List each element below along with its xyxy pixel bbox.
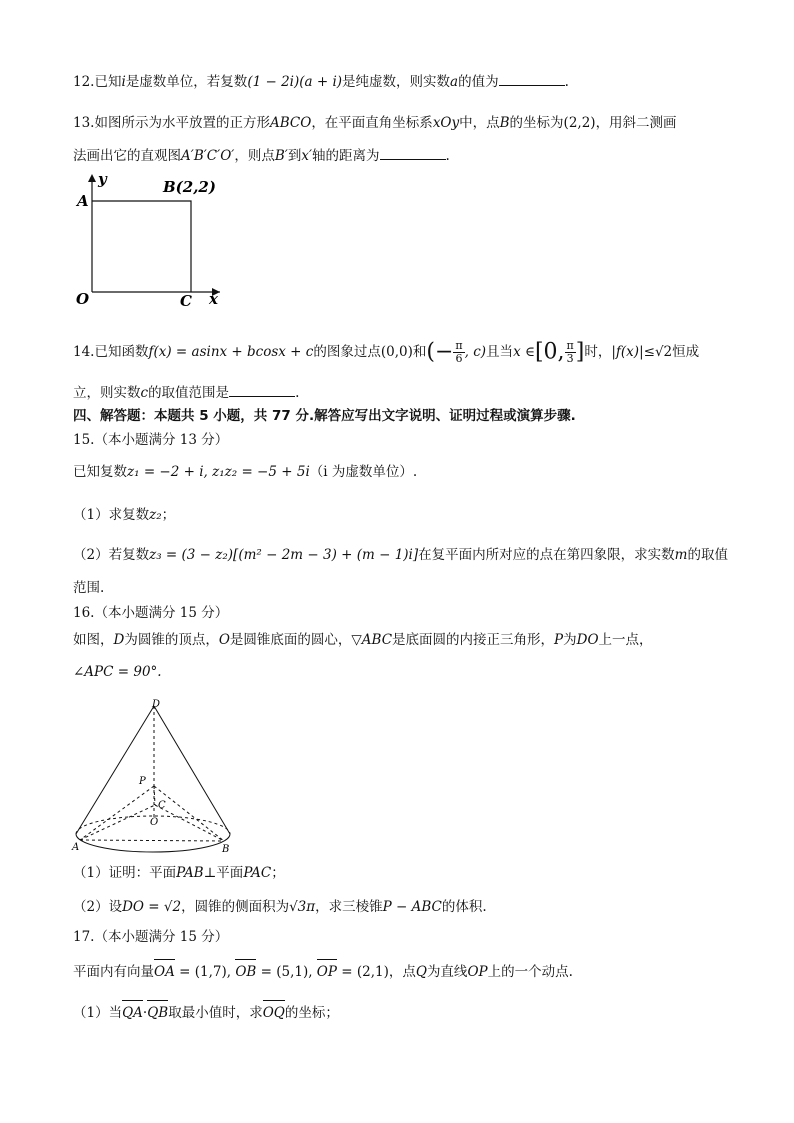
math: D (113, 632, 125, 648)
math: B (499, 115, 510, 131)
q15-head: 15.（本小题满分 13 分） (73, 432, 229, 448)
text: 取最小值时，求 (168, 1005, 263, 1021)
q13-line1 (73, 113, 677, 133)
label-A: A (72, 842, 80, 853)
text: 是底面圆的内接正三角形， (392, 632, 555, 648)
math: √3π (289, 899, 316, 915)
text: 是纯虚数，则实数 (342, 74, 451, 90)
math: xOy (432, 115, 460, 131)
text: ； (161, 507, 176, 523)
text: 平面内有向量 (73, 964, 154, 980)
text: 14.已知函数 (73, 344, 149, 360)
text: 法画出它的直观图 (73, 148, 181, 164)
q15-part1 (73, 505, 175, 525)
q14-line2 (73, 382, 299, 403)
text: ，用斜二测画 (595, 115, 677, 131)
q16-line1 (73, 630, 653, 650)
label-y: y (98, 170, 107, 188)
text: （1）证明：平面 (73, 865, 177, 881)
cone-figure (70, 696, 240, 858)
math: z₂ (149, 507, 162, 523)
answer-blank[interactable] (499, 71, 565, 86)
text: . (564, 74, 569, 90)
q17-line1 (73, 962, 573, 982)
math: P − ABC (382, 899, 442, 915)
text: 且当 (486, 344, 514, 360)
label-C: C (158, 800, 166, 811)
math: x′ (301, 148, 313, 164)
label-D: D (152, 699, 161, 710)
vector: OQ (262, 1005, 285, 1021)
math: z₃ = (3 − z₂)[(m² − 2m − 3) + (m − 1)i] (149, 547, 419, 563)
cone-right-edge (154, 706, 230, 834)
vector: OB (235, 964, 257, 980)
label-O: O (150, 817, 159, 828)
text: ，求三棱锥 (315, 899, 383, 915)
text: 在复平面内所对应的点在第四象限，求实数 (418, 547, 675, 563)
math: Q (415, 964, 427, 980)
text: （2）设 (73, 899, 123, 915)
text: 中，点 (459, 115, 500, 131)
q15-part2 (73, 545, 728, 565)
answer-blank[interactable] (229, 382, 295, 397)
q17-part1 (73, 1003, 339, 1023)
text: ，在平面直角坐标系 (311, 115, 433, 131)
text: 和 (412, 344, 427, 360)
text: 的图象过点 (313, 344, 381, 360)
fraction: $\frac{\pi}{3}$ (566, 339, 574, 365)
math: ] (575, 339, 585, 365)
label-O: O (76, 290, 90, 308)
text: ，则点 (234, 148, 275, 164)
text: 时， (584, 344, 612, 360)
math: √2 (654, 344, 673, 360)
fraction: $\frac{\pi}{6}$ (455, 339, 463, 365)
q16-part1 (73, 863, 285, 883)
math: = (1,7), (174, 964, 236, 980)
vector: OP (316, 964, 337, 980)
text: ⊥平面 (203, 865, 244, 881)
label-B: B(2,2) (163, 178, 216, 196)
math: PAC (243, 865, 272, 881)
q16-line2: ∠APC = 90°. (73, 664, 162, 680)
text: （1）求复数 (73, 507, 150, 523)
math: = (5,1), (256, 964, 317, 980)
math: PAB (176, 865, 204, 881)
math: f(x) = asinx + bcosx + c (148, 344, 314, 360)
math: OP (467, 964, 488, 980)
edge-PB (154, 786, 224, 841)
math: [0, (534, 339, 565, 365)
text: ，点 (388, 964, 416, 980)
math: DO = √2 (122, 899, 182, 915)
text: 恒成 (672, 344, 700, 360)
answer-blank[interactable] (380, 145, 446, 160)
text: 13.如图所示为水平放置的正方形 (73, 115, 270, 131)
text: 的体积. (441, 899, 487, 915)
math: P (554, 632, 564, 648)
q15-line1 (73, 462, 417, 482)
text: 是虚数单位，若复数 (125, 74, 248, 90)
square-edges (92, 201, 191, 292)
math: (2,2) (563, 115, 596, 131)
text: ； (271, 865, 285, 881)
math: = (2,1) (336, 964, 389, 980)
text: 上一点， (598, 632, 653, 648)
text: （2）若复数 (73, 547, 150, 563)
text: 上的一个动点. (487, 964, 573, 980)
vector: OA (154, 964, 175, 980)
math: B′ (274, 148, 288, 164)
math: m (674, 547, 688, 563)
math: · (142, 1005, 148, 1021)
label-P: P (139, 776, 146, 787)
edge-AC (80, 805, 155, 840)
edge-AB (80, 840, 224, 841)
q16-head: 16.（本小题满分 15 分） (73, 605, 229, 621)
text: 如图， (73, 632, 114, 648)
text: 为圆锥的顶点， (124, 632, 219, 648)
math: |f(x)| (611, 344, 644, 360)
label-x: x (209, 290, 218, 308)
text: 为直线 (426, 964, 468, 980)
math: ▽ABC (351, 632, 393, 648)
text: 的取值范围是 (148, 385, 230, 401)
math: ABCO (269, 115, 312, 131)
label-A: A (77, 192, 89, 210)
math: c (140, 385, 149, 401)
math: DO (576, 632, 599, 648)
label-B: B (222, 844, 230, 855)
math: (1 − 2i)(a + i) (247, 74, 343, 90)
text: 的坐标为 (509, 115, 564, 131)
text: . (295, 385, 300, 401)
square-figure (70, 170, 230, 310)
q12-line1 (73, 71, 569, 92)
math: (− (426, 339, 454, 365)
text: 的坐标； (284, 1005, 339, 1021)
base-front-arc (76, 834, 230, 852)
q14-line1 (73, 334, 699, 370)
text: . (445, 148, 450, 164)
text: ，圆锥的侧面积为 (181, 899, 290, 915)
text: 的取值 (687, 547, 728, 563)
q17-head: 17.（本小题满分 15 分） (73, 929, 229, 945)
math: A′B′C′O′ (181, 148, 235, 164)
text: 到 (287, 148, 302, 164)
q15-part2-cont: 范围. (73, 580, 105, 596)
section-title: 四、解答题：本题共 5 小题，共 77 分.解答应写出文字说明、证明过程或演算步骤. (73, 408, 576, 424)
math: ≤ (643, 344, 655, 360)
math: i (121, 74, 126, 90)
y-axis-arrow (88, 174, 96, 182)
text: 立，则实数 (73, 385, 141, 401)
vector: QB (147, 1005, 169, 1021)
text: （1）当 (73, 1005, 123, 1021)
text: 是圆锥底面的圆心， (229, 632, 352, 648)
q16-part2 (73, 897, 487, 917)
vector: QA (122, 1005, 143, 1021)
q13-line2 (73, 145, 450, 166)
math: z₁ = −2 + i, z₁z₂ = −5 + 5i (127, 464, 310, 480)
math: , c) (464, 344, 487, 360)
text: （i 为虚数单位）. (309, 464, 418, 480)
label-C: C (180, 292, 192, 310)
math: (0,0) (380, 344, 413, 360)
text: 12.已知 (73, 74, 122, 90)
text: 已知复数 (73, 464, 127, 480)
text: 为 (563, 632, 577, 648)
text: 轴的距离为 (312, 148, 380, 164)
text: 的值为 (458, 74, 499, 90)
math: O (218, 632, 230, 648)
edge-PA (80, 786, 154, 840)
math: a (450, 74, 459, 90)
math: x ∈ (513, 344, 535, 360)
